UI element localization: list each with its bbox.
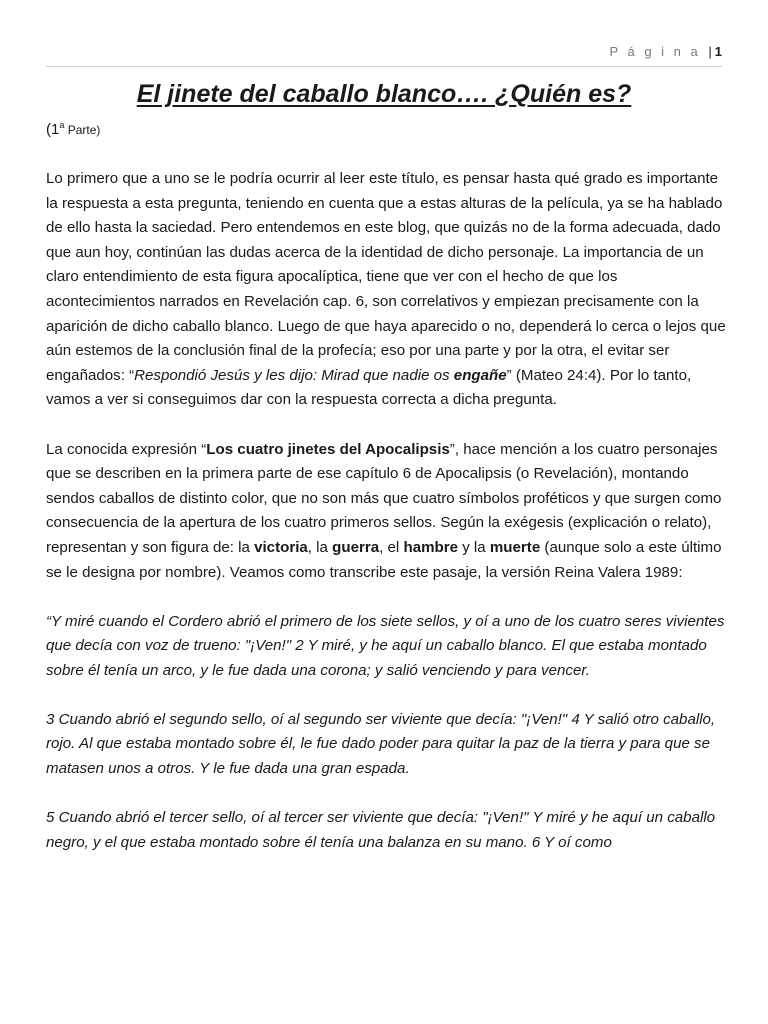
verse-3-4: 3 Cuando abrió el segundo sello, oí al segundo ser viviente que decía: "¡Ven!" 4 Y salió otro caballo, rojo. Al que estaba montado sobre él, le fue dado poder para quitar la paz de la tierra y para que se matasen unos a otros. Y le fue dada una gran espada. (46, 710, 716, 778)
document-title: El jinete del caballo blanco…. ¿Quién es? (136, 80, 632, 108)
jinetes-text-e: y la (458, 538, 490, 556)
intro-text-a: Lo primero que a uno se le podría ocurrir al leer este título, es pensar hasta qué grado es importante la respuesta a esta pregunta, teniendo en cuenta que a estas alturas de la película, ya se ha hablado de ello hasta la saciedad. Pero entendemos en este blog, que quizás no de la forma adecuada, dado que aun hoy, continúan las dudas acerca de la identidad de dicho personaje. La importancia de un claro entendimiento de esta figura apocalíptica, tiene que ver con el hecho de que los acontecimientos narrados en Revelación cap. 6, son correlativos y empiezan precisamente con la aparición de dicho caballo blanco. Luego de que haya aparecido o no, dependerá lo cerca o lejos que aún estemos de la conclusión final de la profecía; eso por una parte y por la otra, el evitar ser engañados: “ (46, 170, 726, 384)
intro-quote-bold: engañe (453, 366, 507, 384)
page-separator: | (708, 44, 712, 59)
page-label: P á g i n a (609, 44, 701, 59)
verse-5-6: 5 Cuando abrió el tercer sello, oí al tercer ser viviente que decía: "¡Ven!" Y miré y he aquí un caballo negro, y el que estaba montado sobre él tenía una balanza en su mano. 6 Y oí como (46, 809, 716, 851)
part-label-rest: Parte) (64, 123, 101, 137)
intro-text-b: ” (Mateo 24:4). Por lo tanto, vamos a ver si conseguimos dar con la respuesta correcta a dicha pregunta. (46, 366, 692, 409)
word-hambre: hambre (403, 538, 458, 556)
jinetes-bold-phrase: Los cuatro jinetes del Apocalipsis (206, 440, 450, 458)
word-guerra: guerra (332, 538, 380, 556)
page-number: 1 (714, 44, 722, 59)
document-body (46, 118, 726, 880)
paragraph-intro (46, 167, 726, 413)
jinetes-text-d: , el (379, 538, 404, 556)
part-label-ordinal: a (59, 120, 65, 130)
verse-1-2: “Y miré cuando el Cordero abrió el primero de los siete sellos, y oí a uno de los cuatro seres vivientes que decía con voz de trueno: "¡Ven!" 2 Y miré, y he aquí un caballo blanco. El que estaba montado sobre él tenía un arco, y le fue dada una corona; y salió venciendo y para vencer. (46, 612, 725, 679)
page-header (609, 44, 722, 59)
part-label (46, 118, 726, 143)
jinetes-text-f: (aunque solo a este último se le designa por nombre). Veamos como transcribe este pasaje, la versión Reina Valera 1989: (46, 538, 722, 581)
header-rule (46, 66, 722, 67)
word-muerte: muerte (489, 538, 541, 556)
part-label-open: (1 (46, 121, 60, 138)
word-victoria: victoria (254, 538, 308, 556)
jinetes-text-a: La conocida expresión “ (46, 440, 207, 458)
jinetes-text-b: ”, hace mención a los cuatro personajes que se describen en la primera parte de ese capítulo 6 de Apocalipsis (o Revelación), montando sendos caballos de distinto color, que no son más que cuatro símbolos proféticos y que surgen como consecuencia de la apertura de los cuatro primeros sellos. Según la exégesis (explicación o relato), representan y son figura de: la (46, 440, 722, 556)
intro-quote: Respondió Jesús y les dijo: Mirad que nadie os (134, 366, 454, 384)
paragraph-jinetes (46, 438, 726, 586)
jinetes-text-c: , la (307, 538, 333, 556)
